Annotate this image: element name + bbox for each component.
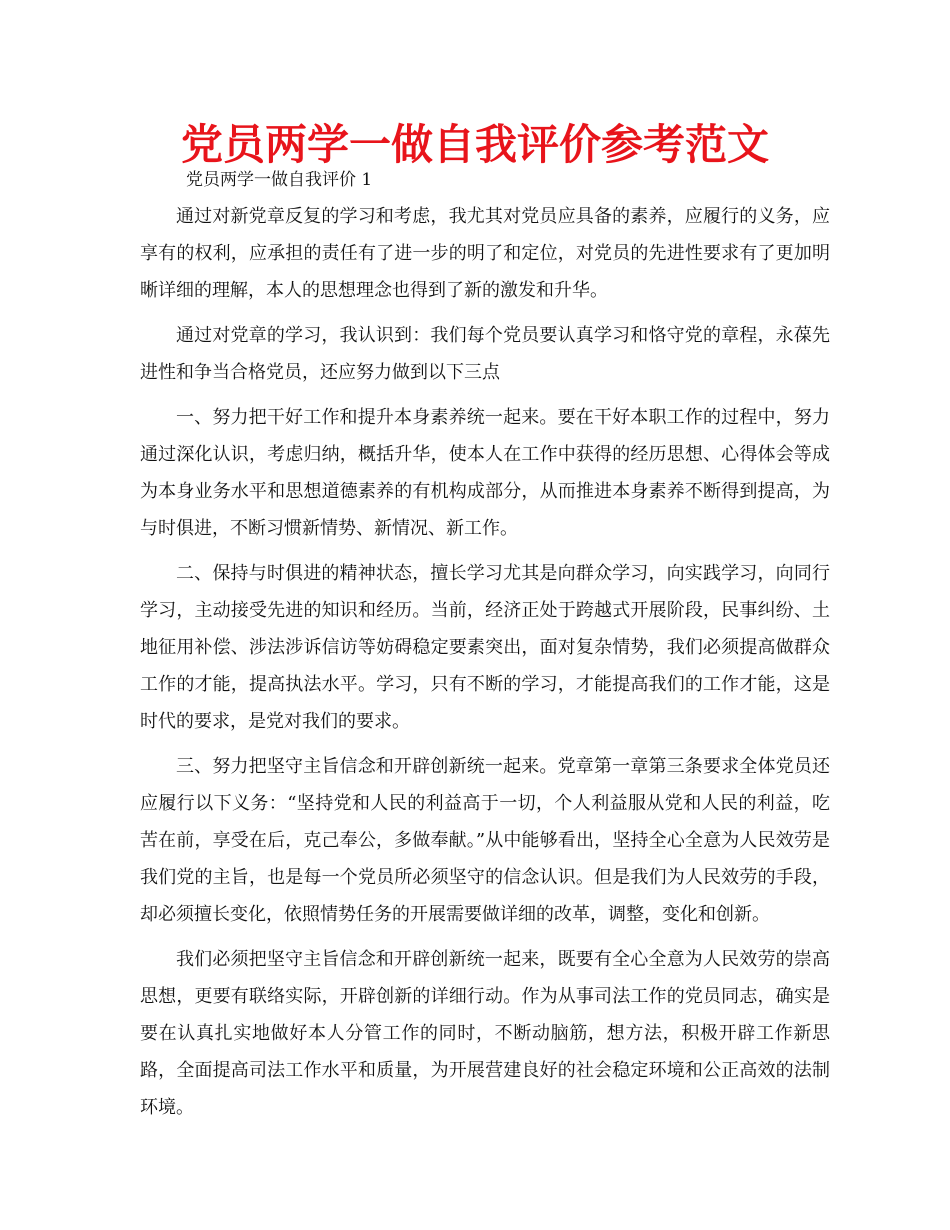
paragraph: 通过对新党章反复的学习和考虑，我尤其对党员应具备的素养，应履行的义务，应享有的权利，应承担的责任有了进一步的明了和定位，对党员的先进性要求有了更加明晰详细的理解，本人的思想理念也得到了新的激发和升华。 (140, 206, 830, 301)
document-body (140, 198, 830, 1134)
document-title: 党员两学一做自我评价参考范文 (180, 120, 769, 169)
document-subtitle: 党员两学一做自我评价 1 (186, 170, 373, 190)
paragraph: 通过对党章的学习，我认识到：我们每个党员要认真学习和恪守党的章程，永葆先进性和争当合格党员，还应努力做到以下三点 (140, 325, 830, 383)
paragraph: 一、努力把干好工作和提升本身素养统一起来。要在干好本职工作的过程中，努力通过深化认识，考虑归纳，概括升华，使本人在工作中获得的经历思想、心得体会等成为本身业务水平和思想道德素养的有机构成部分，从而推进本身素养不断得到提高，为与时俱进，不断习惯新情势、新情况、新工作。 (140, 407, 830, 539)
paragraph: 二、保持与时俱进的精神状态，擅长学习尤其是向群众学习，向实践学习，向同行学习，主动接受先进的知识和经历。当前，经济正处于跨越式开展阶段，民事纠纷、土地征用补偿、涉法涉诉信访等妨碍稳定要素突出，面对复杂情势，我们必须提高做群众工作的才能，提高执法水平。学习，只有不断的学习，才能提高我们的工作才能，这是时代的要求，是党对我们的要求。 (140, 563, 830, 732)
paragraph: 三、努力把坚守主旨信念和开辟创新统一起来。党章第一章第三条要求全体党员还应履行以下义务：“坚持党和人民的利益高于一切，个人利益服从党和人民的利益，吃苦在前，享受在后，克己奉公，多做奉献。”从中能够看出，坚持全心全意为人民效劳是我们党的主旨，也是每一个党员所必须坚守的信念认识。但是我们为人民效劳的手段，却必须擅长变化，依照情势任务的开展需要做详细的改革，调整，变化和创新。 (140, 756, 830, 925)
paragraph: 我们必须把坚守主旨信念和开辟创新统一起来，既要有全心全意为人民效劳的崇高思想，更要有联络实际，开辟创新的详细行动。作为从事司法工作的党员同志，确实是要在认真扎实地做好本人分管工作的同时，不断动脑筋，想方法，积极开辟工作新思路，全面提高司法工作水平和质量，为开展营建良好的社会稳定环境和公正高效的法制环境。 (140, 949, 830, 1118)
